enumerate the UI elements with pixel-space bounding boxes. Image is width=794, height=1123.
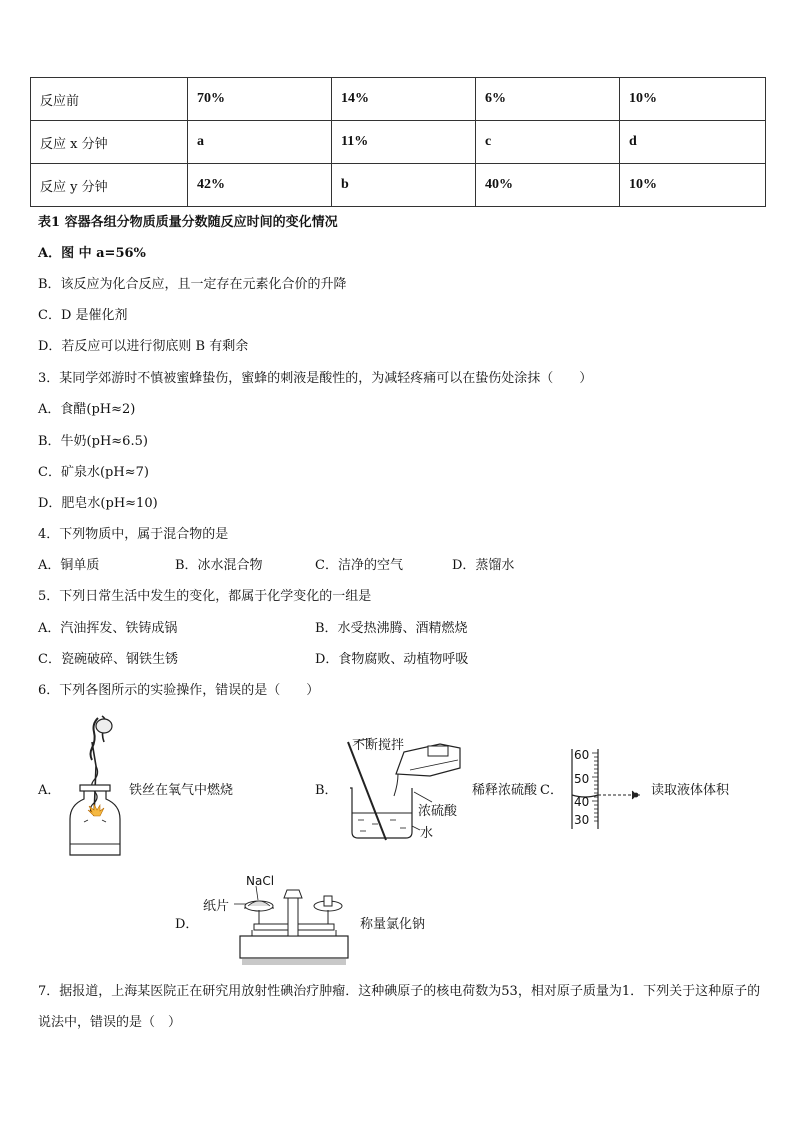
q5-option-a: A．汽油挥发、铁铸成锅 [38, 621, 178, 636]
q6-option-b-letter: B． [315, 783, 338, 798]
acid-label: 浓硫酸 [418, 804, 458, 819]
stir-label: 不断搅拌 [352, 738, 405, 753]
table-cell: 11% [332, 121, 476, 164]
table-cell: 反应 y 分钟 [31, 164, 188, 207]
q4-option-d: D．蒸馏水 [452, 558, 515, 573]
table-cell: 70% [188, 78, 332, 121]
q4-stem: 4．下列物质中，属于混合物的是 [38, 527, 229, 542]
table-row [31, 78, 766, 121]
q6-option-a-letter: A． [38, 783, 61, 798]
q5-stem: 5．下列日常生活中发生的变化，都属于化学变化的一组是 [38, 589, 372, 604]
table-cell: 42% [188, 164, 332, 207]
tick-label: 40 [574, 795, 590, 809]
table-cell: b [332, 164, 476, 207]
nacl-label: NaCl [246, 874, 275, 888]
composition-table [30, 77, 766, 207]
q5-option-b: B．水受热沸腾、酒精燃烧 [315, 621, 468, 636]
q3-option-b: B．牛奶(pH≈6.5) [38, 434, 148, 449]
q3-option-c: C．矿泉水(pH≈7) [38, 465, 149, 480]
q6-option-b-caption: 稀释浓硫酸 [472, 783, 538, 798]
paper-label: 纸片 [203, 899, 230, 914]
table-cell: 10% [620, 164, 766, 207]
table-caption: 表1 容器各组分物质质量分数随反应时间的变化情况 [38, 215, 338, 230]
table-row [31, 121, 766, 164]
table-cell: 14% [332, 78, 476, 121]
q3-option-d: D．肥皂水(pH≈10) [38, 496, 158, 511]
q6-option-c-letter: C． [540, 783, 563, 798]
tick-label: 30 [574, 813, 590, 827]
water-label: 水 [420, 826, 434, 841]
q6-option-c-caption: 读取液体体积 [651, 783, 730, 798]
table-cell: 反应 x 分钟 [31, 121, 188, 164]
q4-option-a: A．铜单质 [38, 558, 100, 573]
q2-option-b: B．该反应为化合反应，且一定存在元素化合价的升降 [38, 277, 347, 292]
table-cell: 6% [476, 78, 620, 121]
q6-stem: 6．下列各图所示的实验操作，错误的是（ ） [38, 683, 320, 698]
table-cell: 40% [476, 164, 620, 207]
table-cell: 10% [620, 78, 766, 121]
q2-option-a: A．图 中 a=56% [38, 246, 146, 261]
table-row [31, 164, 766, 207]
table-cell: 反应前 [31, 78, 188, 121]
q5-option-d: D．食物腐败、动植物呼吸 [315, 652, 469, 667]
q7-stem: 7．据报道，上海某医院正在研究用放射性碘治疗肿瘤．这种碘原子的核电荷数为53，相对原子质量为1．下列关于这种原子的说法中，错误的是（ ） [38, 984, 761, 1030]
q6-option-d-letter: D． [175, 917, 199, 932]
table-cell: a [188, 121, 332, 164]
tick-label: 60 [574, 748, 590, 762]
table-cell: d [620, 121, 766, 164]
q4-option-c: C．洁净的空气 [315, 558, 403, 573]
q6-option-d-caption: 称量氯化钠 [360, 917, 426, 932]
q5-option-c: C．瓷碗破碎、钢铁生锈 [38, 652, 178, 667]
q3-option-a: A．食醋(pH≈2) [38, 402, 136, 417]
table-cell: c [476, 121, 620, 164]
balance-diagram [232, 874, 358, 968]
q4-option-b: B．冰水混合物 [175, 558, 263, 573]
q2-option-c: C．D 是催化剂 [38, 308, 128, 323]
iron-burning-diagram [62, 712, 128, 860]
q3-stem: 3．某同学郊游时不慎被蜜蜂蛰伤，蜜蜂的刺液是酸性的，为减轻疼痛可以在蛰伤处涂抹（ ） [38, 371, 593, 386]
q6-option-a-caption: 铁丝在氧气中燃烧 [129, 783, 234, 798]
tick-label: 50 [574, 772, 590, 786]
q2-option-d: D．若反应可以进行彻底则 B 有剩余 [38, 339, 249, 354]
